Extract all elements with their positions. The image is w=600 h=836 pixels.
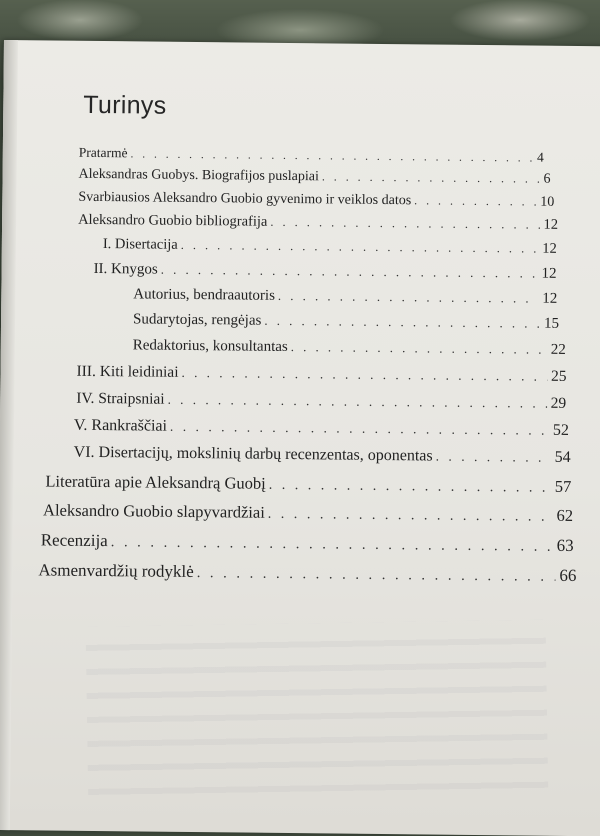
toc-entry — [74, 444, 571, 467]
toc-entry-label: Autorius, bendraautoris — [133, 286, 276, 304]
dot-leader — [161, 263, 538, 282]
toc-entry-page: 54 — [554, 448, 571, 466]
dot-leader — [181, 238, 539, 257]
dot-leader — [130, 148, 533, 164]
toc-entry-label: Asmenvardžių rodyklė — [38, 560, 194, 582]
toc-entry-page: 12 — [543, 216, 559, 233]
dot-leader — [291, 340, 547, 358]
toc-entry — [133, 337, 566, 359]
toc-entry — [103, 236, 557, 258]
toc-entry-label: Aleksandro Guobio slapyvardžiai — [42, 500, 265, 522]
toc-title: Turinys — [83, 90, 167, 120]
toc-entry-label: Sudarytojas, rengėjas — [132, 311, 262, 329]
toc-entry-label: Literatūra apie Aleksandrą Guobį — [45, 471, 266, 493]
toc-entry-page: 25 — [550, 367, 567, 385]
toc-entry — [74, 417, 569, 440]
toc-entry-page: 22 — [550, 341, 566, 358]
toc-entry-page: 15 — [543, 315, 560, 332]
toc-entry-label: VI. Disertacijų, mokslinių darbų recenzentas, oponentas — [73, 443, 433, 465]
toc-entry-label: III. Kiti leidiniai — [76, 362, 179, 381]
toc-entry-label: Aleksandras Guobys. Biografijos puslapiai — [78, 166, 319, 185]
toc-entry-page: 62 — [556, 505, 574, 525]
book-page — [0, 40, 600, 836]
toc-entry-label: II. Knygos — [93, 260, 158, 278]
toc-entry — [76, 390, 566, 413]
dot-leader — [268, 507, 553, 526]
dot-leader — [111, 534, 553, 556]
dot-leader — [264, 314, 540, 332]
toc-entry-page: 12 — [542, 240, 557, 257]
dot-leader — [322, 169, 540, 186]
dot-leader — [181, 365, 547, 385]
toc-entry-label: Recenzija — [40, 530, 108, 551]
bleed-through-text — [86, 620, 549, 807]
toc-entry-label: V. Rankraščiai — [73, 416, 168, 435]
dot-leader — [278, 289, 539, 307]
toc-entry-page: 52 — [552, 421, 570, 439]
dot-leader — [197, 565, 556, 586]
toc-entry — [133, 311, 559, 332]
toc-entry-page: 10 — [540, 194, 555, 210]
toc-entry — [38, 560, 576, 586]
toc-entry — [79, 167, 551, 188]
toc-entry-page: 29 — [550, 394, 567, 412]
toc-entry-page: 57 — [554, 476, 572, 496]
toc-entry-page: 12 — [542, 290, 558, 307]
toc-entry — [41, 530, 574, 556]
toc-entry — [79, 145, 544, 166]
toc-entry — [133, 286, 557, 307]
toc-entry-page: 12 — [541, 265, 557, 282]
toc-entry-label: Aleksandro Guobio bibliografija — [78, 211, 268, 230]
toc-entry — [45, 471, 571, 497]
toc-entry-page: 63 — [556, 535, 574, 555]
toc-entry-page: 66 — [559, 565, 577, 586]
toc-entry-label: Svarbiausios Aleksandro Guobio gyvenimo ir veiklos datos — [78, 189, 412, 209]
toc-entry-label: Pratarmė — [78, 144, 128, 161]
toc-entry-label: Redaktorius, konsultantas — [132, 337, 288, 355]
toc-entry — [76, 363, 566, 386]
dot-leader — [436, 449, 551, 466]
dot-leader — [170, 419, 549, 439]
toc-entry-page: 6 — [543, 171, 551, 187]
toc-entry-label: I. Disertacija — [102, 236, 178, 253]
toc-entry — [78, 190, 554, 211]
toc-entry — [43, 500, 573, 526]
dot-leader — [269, 478, 551, 497]
toc-entry-page: 4 — [536, 149, 544, 165]
dot-leader — [414, 193, 536, 209]
toc-entry — [78, 212, 558, 234]
dot-leader — [270, 215, 539, 233]
toc-entry-label: IV. Straipsniai — [76, 389, 165, 408]
toc-entry — [94, 261, 557, 283]
page-edge — [0, 40, 18, 830]
dot-leader — [168, 392, 547, 412]
